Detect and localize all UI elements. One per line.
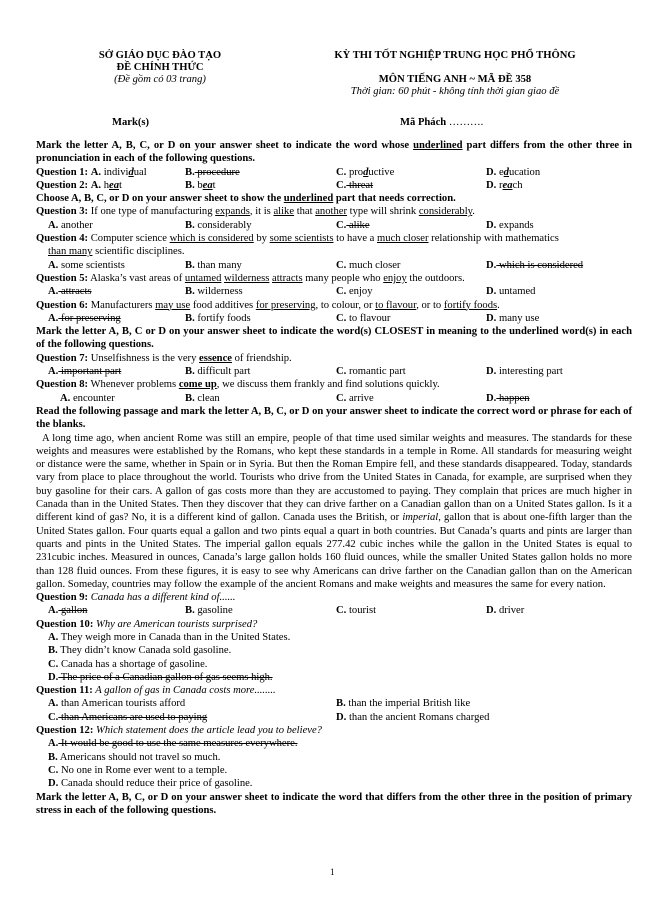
question-11: Question 11: A gallon of gas in Canada costs more........ (36, 685, 276, 697)
question-6-options: A. for preserving B. fortify foods C. to flavour D. many use (48, 312, 540, 324)
question-9-options: A. gallon B. gasoline C. tourist D. driver (48, 605, 525, 617)
question-5: Question 5: Alaska’s vast areas of untamed wilderness attracts many people who enjoy the outdoors. (36, 272, 465, 284)
question-12-option-a: A. It would be good to use the same measures everywhere. (48, 738, 298, 750)
exam-body (36, 139, 632, 817)
reading-passage: A long time ago, when ancient Rome was still an empire, people of that time used similar weights and measures. The standards for these weights and measures were established by the Romans, who kept these standards in a temple in Rome. All standards for measuring weight or distance were the same, whether in Spain or in Syria. But then the Roman Empire fell, and these standards disappeared. Today, standards vary from place to place throughout the world. Tourists who drive from the United States in Canada, for example, are surprised when they buy gasoline for their cars. A gallon of gas costs more than they are accustomed to paying. They complain that prices are much higher in Canada than in the United States. Then they discover that they can drive farther on a Canadian gallon than on a United States gallon. Is it a different kind of gas? No, it is a different kind of gallon. Canada uses the British, or imperial, gallon that is about one-fifth larger than the United States gallon. Four quarts equal a gallon and two pints equal a quart in both countries. But Canada’s quarts and pints are larger than quarts and pints in the United States. The imperial gallon equals 277.42 cubic inches while the gallon in the United States is equal to 231cubic inches. Measured in ounces, Canada’s large gallon holds 160 fluid ounces, while the smaller United States gallon holds no more than 128 fluid ounces. From these figures, it is easy to see why Americans can drive farther on the Canadian gallon than on the American gallon. Someday, countries may follow the example of the ancient Romans and make weights and measures the same for every nation. (36, 432, 632, 590)
question-12: Question 12: Which statement does the article lead you to believe? (36, 725, 322, 737)
page-count-note: (Đề gồm có 03 trang) (114, 74, 206, 85)
ma-phach-dots: ………. (446, 117, 484, 128)
question-3-options: A. another B. considerably C. alike D. expands (48, 219, 534, 231)
section-pronunciation-instructions: Mark the letter A, B, C, or D on your answer sheet to indicate the word whose underlined part differs from the other three in pronunciation in each of the following questions. (36, 140, 632, 165)
question-4-options: A. some scientists B. than many C. much closer D. which is considered (48, 259, 584, 271)
question-8-options: A. encounter B. clean C. arrive D. happen (60, 392, 530, 404)
question-10: Question 10: Why are American tourists surprised? (36, 618, 258, 630)
subject-code: MÔN TIẾNG ANH ~ MÃ ĐỀ 358 (378, 74, 532, 85)
question-10-option-c: C. Canada has a shortage of gasoline. (48, 658, 208, 670)
question-6: Question 6: Manufacturers may use food additives for preserving, to colour, or to flavour, or to fortify foods. (36, 299, 500, 311)
department-name: SỞ GIÁO DỤC ĐÀO TẠO (98, 50, 222, 61)
question-10-option-d: D. The price of a Canadian gallon of gas seems high. (48, 671, 273, 683)
question-11-options-cd: C. than Americans are used to paying D. than the ancient Romans charged (48, 711, 490, 723)
section-error-instructions: Choose A, B, C, or D on your answer sheet to show the underlined part that needs correction. (36, 193, 456, 205)
question-12-option-b: B. Americans should not travel so much. (48, 751, 221, 763)
header-right (290, 50, 620, 98)
section-stress-instructions: Mark the letter A, B, C, or D on your answer sheet to indicate the word that differs from the other three in the position of primary stress in each of the following questions. (36, 791, 632, 816)
question-10-option-b: B. They didn’t know Canada sold gasoline. (48, 645, 232, 657)
section-reading-instructions: Read the following passage and mark the letter A, B, C, or D on your answer sheet to indicate the correct word or phrase for each of the blanks. (36, 405, 632, 431)
question-1: Question 1: A. individual B. procedure C. productive D. education (36, 166, 541, 178)
question-12-option-d: D. Canada should reduce their price of gasoline. (48, 778, 253, 790)
question-9: Question 9: Canada has a different kind of...... (36, 592, 236, 604)
section-closest-meaning-instructions: Mark the letter A, B, C or D on your answer sheet to indicate the word(s) CLOSEST in meaning to the underlined word(s) in each of the following questions. (36, 326, 632, 351)
marks-label: Mark(s) (112, 117, 150, 128)
question-5-options: A. attracts B. wilderness C. enjoy D. untamed (48, 286, 536, 298)
question-2: Question 2: A. heat B. beat C. threat D. reach (36, 179, 523, 191)
question-12-option-c: C. No one in Rome ever went to a temple. (48, 764, 228, 776)
question-4: Question 4: Computer science which is considered by some scientists to have a much closer relationship with mathematics than many scientific disciplines. (36, 233, 559, 258)
question-11-options-ab: A. than American tourists afford B. than the imperial British like (48, 698, 471, 710)
question-10-option-a: A. They weigh more in Canada than in the United States. (48, 631, 291, 643)
ma-phach-label (400, 116, 483, 129)
ma-phach-text: Mã Phách (400, 117, 447, 128)
question-7-options: A. important part B. difficult part C. romantic part D. interesting part (48, 366, 563, 378)
header-left (60, 50, 260, 86)
question-7: Question 7: Unselfishness is the very essence of friendship. (36, 352, 292, 364)
time-limit: Thời gian: 60 phút - không tính thời gian giao đề (350, 86, 560, 97)
exam-title: KỲ THI TỐT NGHIỆP TRUNG HỌC PHỔ THÔNG (334, 50, 576, 61)
page-number: 1 (330, 867, 335, 877)
question-8: Question 8: Whenever problems come up, we discuss them frankly and find solutions quickly. (36, 379, 440, 391)
question-3: Question 3: If one type of manufacturing expands, it is alike that another type will shrink considerably. (36, 206, 475, 218)
official-label: ĐỀ CHÍNH THỨC (116, 62, 204, 73)
